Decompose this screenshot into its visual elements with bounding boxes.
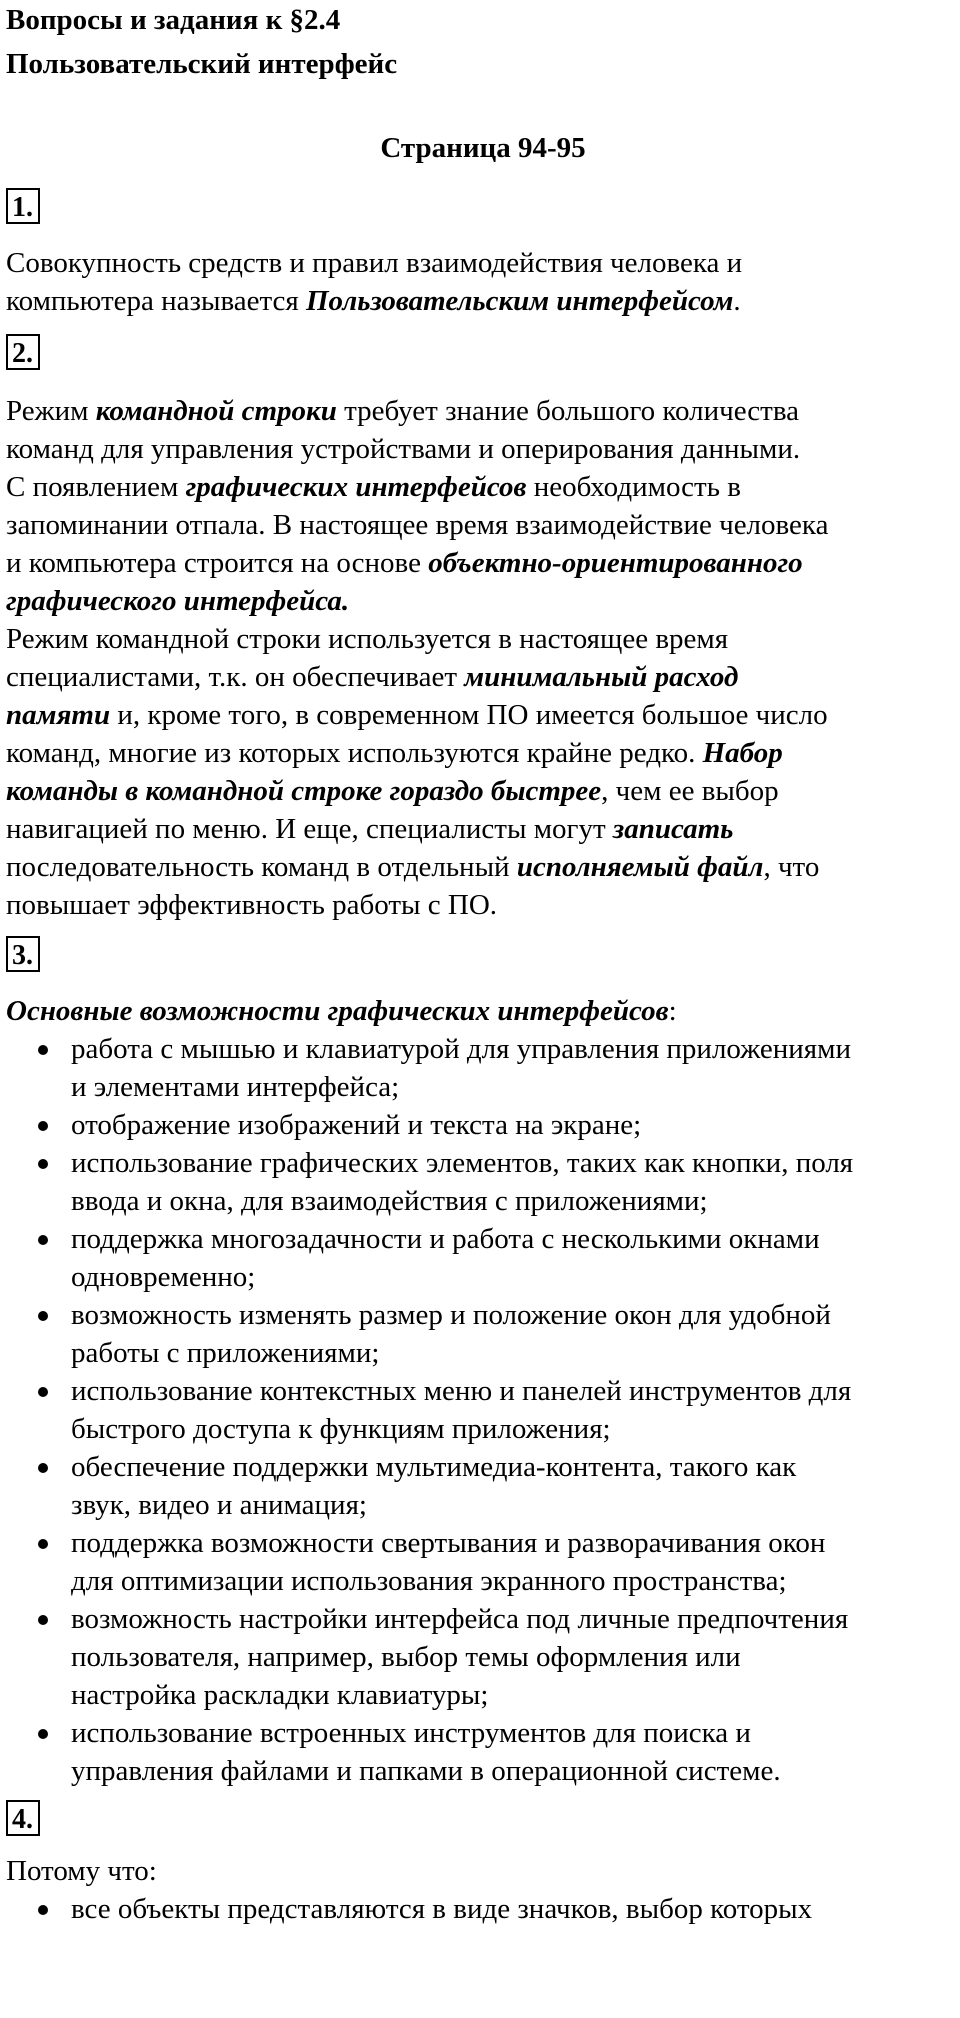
answer-3-list	[6, 1030, 960, 1790]
answer-1-end: .	[733, 285, 741, 317]
question-4	[6, 1800, 960, 1836]
answer-2-text-span: команд, многие из которых используются крайне редко.	[6, 737, 703, 769]
list-item	[6, 1600, 960, 1714]
list-item	[6, 1220, 960, 1296]
section-heading: Вопросы и задания к §2.4	[6, 4, 341, 36]
list-item-line: использование графических элементов, таких как кнопки, поля	[71, 1147, 854, 1179]
answer-1-line-1: Совокупность средств и правил взаимодействия человека и	[6, 247, 743, 279]
list-item	[6, 1030, 960, 1106]
list-item-line: звук, видео и анимация;	[71, 1489, 367, 1521]
answer-2-text	[6, 392, 960, 924]
answer-2-text-span: Режим командной строки используется в настоящее время	[6, 623, 729, 655]
question-3	[6, 936, 960, 972]
answer-2-term: записать	[612, 813, 734, 845]
bullet-icon	[38, 1539, 48, 1549]
page-title: Страница 94-95	[380, 132, 586, 164]
answer-2-term: команды в командной строке гораздо быстрее	[6, 775, 602, 807]
bullet-icon	[38, 1729, 48, 1739]
bullet-icon	[38, 1235, 48, 1245]
answer-1-text	[6, 244, 960, 320]
list-item-line: быстрого доступа к функциям приложения;	[71, 1413, 611, 1445]
answer-2-term: Набор	[702, 737, 783, 769]
list-item-line: отображение изображений и текста на экране;	[71, 1109, 642, 1141]
list-item-line: ввода и окна, для взаимодействия с приложениями;	[71, 1185, 708, 1217]
bullet-icon	[38, 1905, 48, 1915]
answer-2-text-span: необходимость в	[526, 471, 741, 503]
list-item	[6, 1106, 960, 1144]
question-number-1: 1.	[6, 188, 40, 224]
question-2	[6, 334, 960, 370]
list-item-line: работа с мышью и клавиатурой для управления приложениями	[71, 1033, 851, 1065]
list-item-line: обеспечение поддержки мультимедиа-контента, такого как	[71, 1451, 797, 1483]
answer-2-text-span: команд для управления устройствами и оперирования данными.	[6, 433, 801, 465]
list-item-line: поддержка возможности свертывания и разворачивания окон	[71, 1527, 826, 1559]
list-item	[6, 1714, 960, 1790]
answer-1-line-2: компьютера называется	[6, 285, 306, 317]
answer-2-text-span: навигацией по меню. И еще, специалисты могут	[6, 813, 613, 845]
question-1	[6, 188, 960, 224]
list-item-line: и элементами интерфейса;	[71, 1071, 400, 1103]
answer-2-term: объектно-ориентированного	[428, 547, 803, 579]
answer-2-term: графических интерфейсов	[185, 471, 527, 503]
list-item-line: поддержка многозадачности и работа с несколькими окнами	[71, 1223, 820, 1255]
answer-2-text-span: , чем ее выбор	[601, 775, 779, 807]
list-item	[6, 1296, 960, 1372]
answer-1-term: Пользовательским интерфейсом	[305, 285, 734, 317]
section-subheading: Пользовательский интерфейс	[6, 48, 398, 80]
question-number-4: 4.	[6, 1800, 40, 1836]
answer-4-intro: Потому что:	[6, 1855, 157, 1887]
answer-2-text-span: и, кроме того, в современном ПО имеется большое число	[110, 699, 828, 731]
answer-2-term: минимальный расход	[464, 661, 739, 693]
answer-2-term: графического интерфейса.	[6, 585, 350, 617]
list-item-line: использование контекстных меню и панелей инструментов для	[71, 1375, 852, 1407]
answer-2-text-span: и компьютера строится на основе	[6, 547, 429, 579]
list-item-line: возможность настройки интерфейса под личные предпочтения	[71, 1603, 849, 1635]
list-item-line: пользователя, например, выбор темы оформления или	[71, 1641, 741, 1673]
answer-2-term: исполняемый файл	[516, 851, 764, 883]
answer-3-heading-end: :	[668, 995, 677, 1027]
list-item	[6, 1372, 960, 1448]
list-item-line: работы с приложениями;	[71, 1337, 380, 1369]
answer-2-text-span: , что	[763, 851, 820, 883]
answer-2-text-span: запоминании отпала. В настоящее время взаимодействие человека	[6, 509, 829, 541]
bullet-icon	[38, 1045, 48, 1055]
answer-3-heading-term: Основные возможности графических интерфейсов	[6, 995, 669, 1027]
answer-2-text-span: Режим	[6, 395, 96, 427]
list-item	[6, 1524, 960, 1600]
list-item-line: управления файлами и папками в операционной системе.	[71, 1755, 781, 1787]
list-item-line: для оптимизации использования экранного пространства;	[71, 1565, 787, 1597]
bullet-icon	[38, 1159, 48, 1169]
answer-2-term: памяти	[6, 699, 111, 731]
answer-4-list	[6, 1890, 960, 1928]
answer-2-text-span: требует знание большого количества	[336, 395, 800, 427]
bullet-icon	[38, 1121, 48, 1131]
list-item	[6, 1144, 960, 1220]
answer-2-text-span: специалистами, т.к. он обеспечивает	[6, 661, 465, 693]
list-item-line: возможность изменять размер и положение окон для удобной	[71, 1299, 831, 1331]
bullet-icon	[38, 1615, 48, 1625]
bullet-icon	[38, 1311, 48, 1321]
answer-2-text-span: С появлением	[6, 471, 186, 503]
list-item-line: настройка раскладки клавиатуры;	[71, 1679, 489, 1711]
document-page	[6, 0, 960, 1928]
bullet-icon	[38, 1387, 48, 1397]
answer-2-term: командной строки	[95, 395, 337, 427]
question-number-2: 2.	[6, 334, 40, 370]
list-item	[6, 1448, 960, 1524]
list-item-line: использование встроенных инструментов для поиска и	[71, 1717, 751, 1749]
question-number-3: 3.	[6, 936, 40, 972]
bullet-icon	[38, 1463, 48, 1473]
list-item	[6, 1890, 960, 1928]
answer-3-heading	[6, 992, 960, 1030]
list-item-line: все объекты представляются в виде значков, выбор которых	[71, 1893, 813, 1925]
list-item-line: одновременно;	[71, 1261, 256, 1293]
answer-2-text-span: последовательность команд в отдельный	[6, 851, 517, 883]
answer-2-text-span: повышает эффективность работы с ПО.	[6, 889, 498, 921]
